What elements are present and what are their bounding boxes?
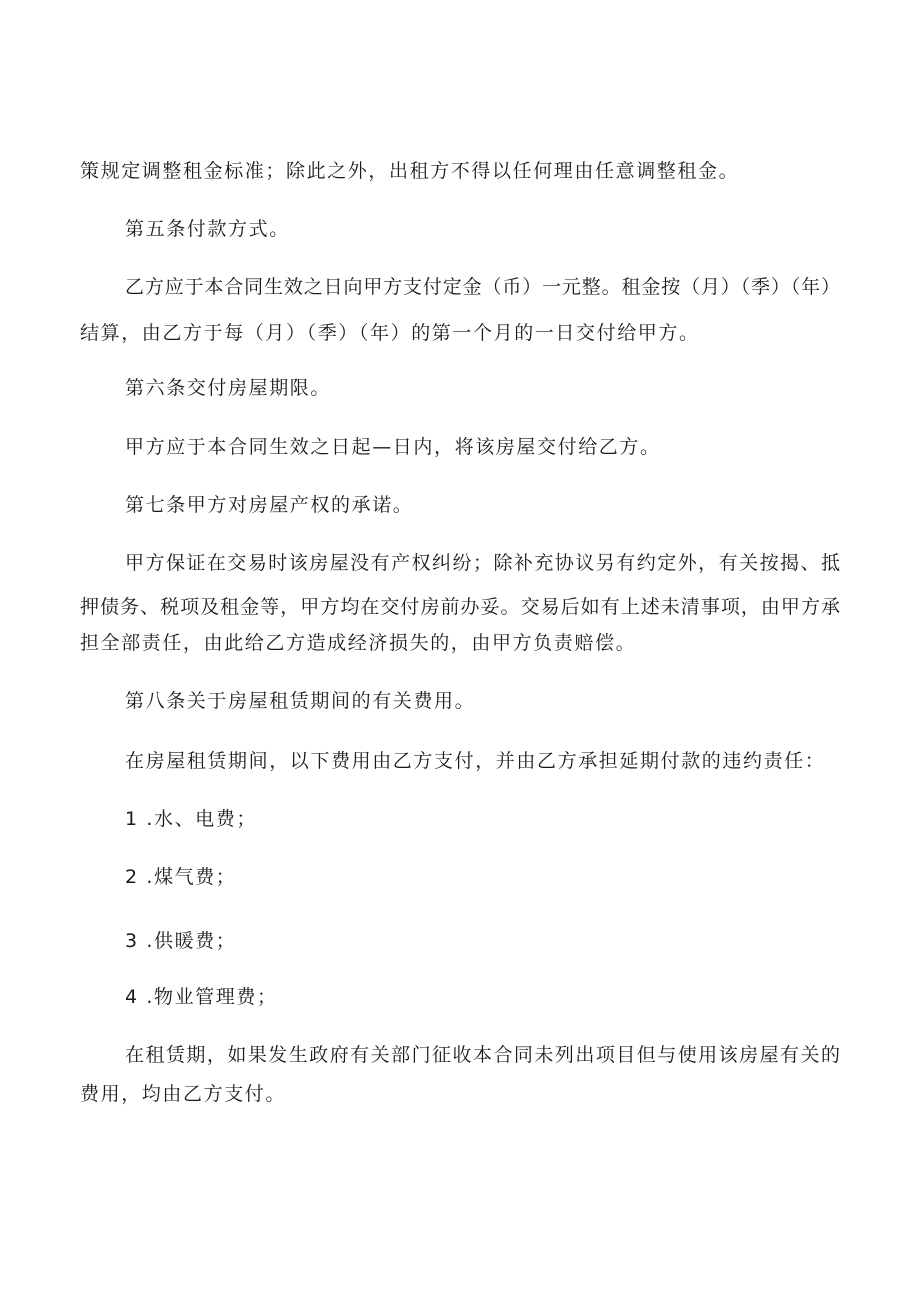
paragraph-ownership-line-3: 担全部责任，由此给乙方造成经济损失的，由甲方负责赔偿。 <box>80 632 637 654</box>
paragraph-ownership-line-2: 押债务、税项及租金等，甲方均在交付房前办妥。交易后如有上述未清事项，由甲方承 <box>80 596 840 618</box>
list-item-property-management: 4 .物业管理费； <box>125 986 278 1008</box>
paragraph-payment-line-2: 结算，由乙方于每（月）（季）（年）的第一个月的一日交付给甲方。 <box>80 322 700 344</box>
heading-article-5: 第五条付款方式。 <box>125 218 290 240</box>
list-item-heating: 3 .供暖费； <box>125 930 237 952</box>
paragraph-delivery: 甲方应于本合同生效之日起—日内，将该房屋交付给乙方。 <box>125 436 661 458</box>
paragraph-fees-intro: 在房屋租赁期间，以下费用由乙方支付，并由乙方承担延期付款的违约责任： <box>125 750 826 772</box>
heading-article-7: 第七条甲方对房屋产权的承诺。 <box>125 494 414 516</box>
paragraph-other-fees-line-2: 费用，均由乙方支付。 <box>80 1083 287 1105</box>
heading-article-6: 第六条交付房屋期限。 <box>125 377 332 399</box>
heading-article-8: 第八条关于房屋租赁期间的有关费用。 <box>125 690 476 712</box>
paragraph-payment-line-1: 乙方应于本合同生效之日向甲方支付定金（币）一元整。租金按（月）（季）（年） <box>125 276 840 298</box>
paragraph-other-fees-line-1: 在租赁期，如果发生政府有关部门征收本合同未列出项目但与使用该房屋有关的 <box>125 1044 840 1066</box>
list-item-water-electric: 1 .水、电费； <box>125 808 257 830</box>
paragraph-ownership-line-1: 甲方保证在交易时该房屋没有产权纠纷；除补充协议另有约定外，有关按揭、抵 <box>125 552 840 574</box>
list-item-gas: 2 .煤气费； <box>125 866 237 888</box>
paragraph-rent-adjustment: 策规定调整租金标准；除此之外，出租方不得以任何理由任意调整租金。 <box>80 160 740 182</box>
